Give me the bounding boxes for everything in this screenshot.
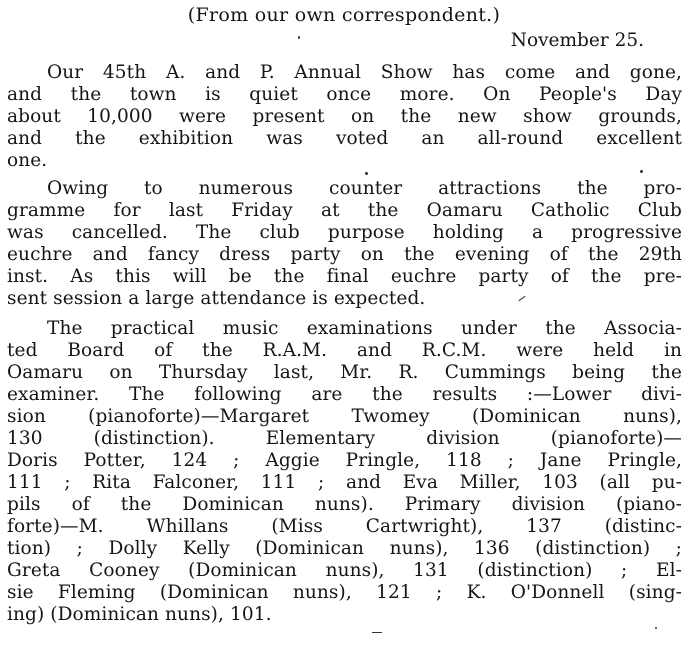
- print-speck: [298, 36, 300, 39]
- paragraph-3-line-4: examiner. The following are the results :—Lower divi-: [7, 384, 682, 405]
- paragraph-3-line-13: sie Fleming (Dominican nuns), 121 ; K. O'Donnell (sing-: [7, 582, 682, 603]
- paragraph-3-line-10: forte)—M. Whillans (Miss Cartwright), 137 (distinc-: [7, 516, 682, 537]
- paragraph-3-line-11: tion) ; Dolly Kelly (Dominican nuns), 136 (distinction) ;: [7, 538, 682, 559]
- paragraph-2-line-4: euchre and fancy dress party on the evening of the 29th: [7, 244, 682, 265]
- paragraph-3-line-1: The practical music examinations under the Associa-: [47, 318, 682, 339]
- paragraph-3-line-2: ted Board of the R.A.M. and R.C.M. were held in: [7, 340, 682, 361]
- print-speck: [518, 296, 525, 301]
- print-speck: [655, 627, 657, 629]
- paragraph-1-line-2: and the town is quiet once more. On People's Day: [7, 84, 682, 105]
- paragraph-1-line-1: Our 45th A. and P. Annual Show has come and gone,: [47, 62, 682, 83]
- paragraph-1-line-3: about 10,000 were present on the new show grounds,: [7, 106, 682, 127]
- paragraph-2-line-3: was cancelled. The club purpose holding a progressive: [7, 222, 682, 243]
- paragraph-3-line-14: ing) (Dominican nuns), 101.: [7, 604, 272, 625]
- paragraph-3-line-12: Greta Cooney (Dominican nuns), 131 (distinction) ; El-: [7, 560, 682, 581]
- article-heading: (From our own correspondent.): [187, 4, 501, 26]
- paragraph-3-line-7: Doris Potter, 124 ; Aggie Pringle, 118 ; Jane Pringle,: [7, 450, 682, 471]
- paragraph-2-line-2: gramme for last Friday at the Oamaru Catholic Club: [7, 200, 682, 221]
- print-speck: [372, 632, 382, 633]
- paragraph-3-line-6: 130 (distinction). Elementary division (pianoforte)—: [7, 428, 682, 449]
- paragraph-2-line-1: Owing to numerous counter attractions the pro-: [47, 178, 682, 199]
- paragraph-3-line-9: pils of the Dominican nuns). Primary division (piano-: [7, 494, 682, 515]
- paragraph-3-line-8: 111 ; Rita Falconer, 111 ; and Eva Miller, 103 (all pu-: [7, 472, 682, 493]
- paragraph-2-line-5: inst. As this will be the final euchre party of the pre-: [7, 266, 682, 287]
- paragraph-3-line-5: sion (pianoforte)—Margaret Twomey (Dominican nuns),: [7, 406, 682, 427]
- print-speck: [640, 170, 643, 173]
- paragraph-1-line-4: and the exhibition was voted an all-round excellent: [7, 128, 682, 149]
- print-speck: [365, 172, 368, 175]
- paragraph-2-line-6: sent session a large attendance is expected.: [7, 288, 426, 309]
- paragraph-3-line-3: Oamaru on Thursday last, Mr. R. Cummings being the: [7, 362, 682, 383]
- paragraph-1-line-5: one.: [7, 150, 48, 171]
- article-dateline: November 25.: [510, 30, 644, 51]
